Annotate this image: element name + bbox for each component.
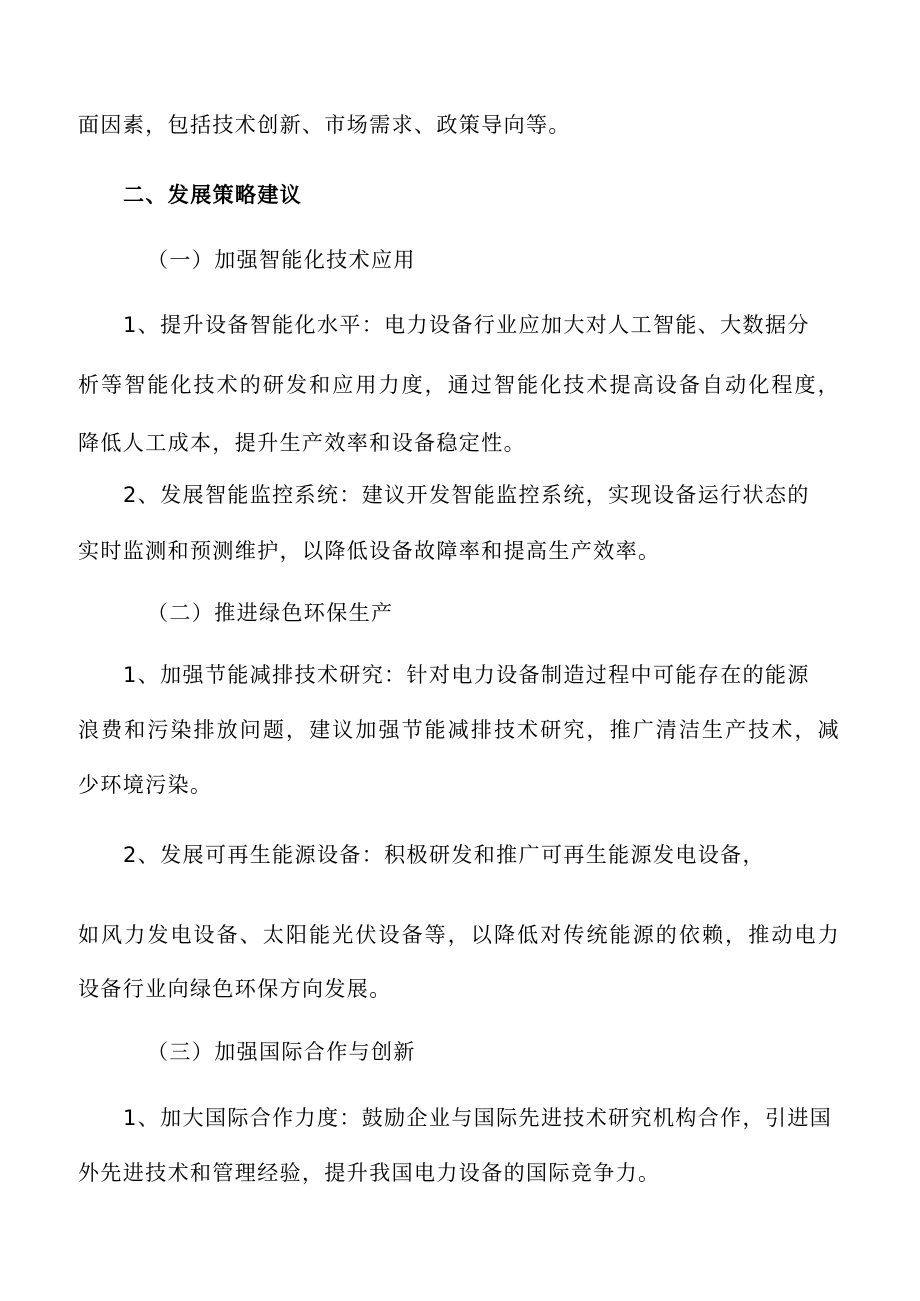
paragraph-line: 实时监测和预测维护，以降低设备故障率和提高生产效率。 [78,539,661,563]
paragraph-line: 外先进技术和管理经验，提升我国电力设备的国际竞争力。 [78,1161,661,1185]
section-heading: 二、发展策略建议 [123,183,303,207]
subsection-heading: （二）推进绿色环保生产 [147,601,394,625]
paragraph-line: 降低人工成本，提升生产效率和设备稳定性。 [78,431,526,455]
paragraph-line: 1、提升设备智能化水平：电力设备行业应加大对人工智能、大数据分 [123,313,810,337]
paragraph-line: 1、加强节能减排技术研究：针对电力设备制造过程中可能存在的能源 [123,663,810,687]
subsection-heading: （三）加强国际合作与创新 [147,1040,416,1064]
paragraph-line: 2、发展可再生能源设备：积极研发和推广可再生能源发电设备， [123,843,765,867]
paragraph-line: 1、加大国际合作力度：鼓励企业与国际先进技术研究机构合作，引进国 [123,1106,833,1130]
paragraph-line: 浪费和污染排放问题，建议加强节能减排技术研究，推广清洁生产技术，减 [78,718,840,742]
paragraph-line: 面因素，包括技术创新、市场需求、政策导向等。 [78,113,571,137]
paragraph-line: 2、发展智能监控系统：建议开发智能监控系统，实现设备运行状态的 [123,483,810,507]
subsection-heading: （一）加强智能化技术应用 [147,248,416,272]
paragraph-line: 析等智能化技术的研发和应用力度，通过智能化技术提高设备自动化程度， [78,373,840,397]
paragraph-line: 设备行业向绿色环保方向发展。 [78,977,392,1001]
paragraph-line: 如风力发电设备、太阳能光伏设备等，以降低对传统能源的依赖，推动电力 [78,923,840,947]
paragraph-line: 少环境污染。 [78,773,213,797]
